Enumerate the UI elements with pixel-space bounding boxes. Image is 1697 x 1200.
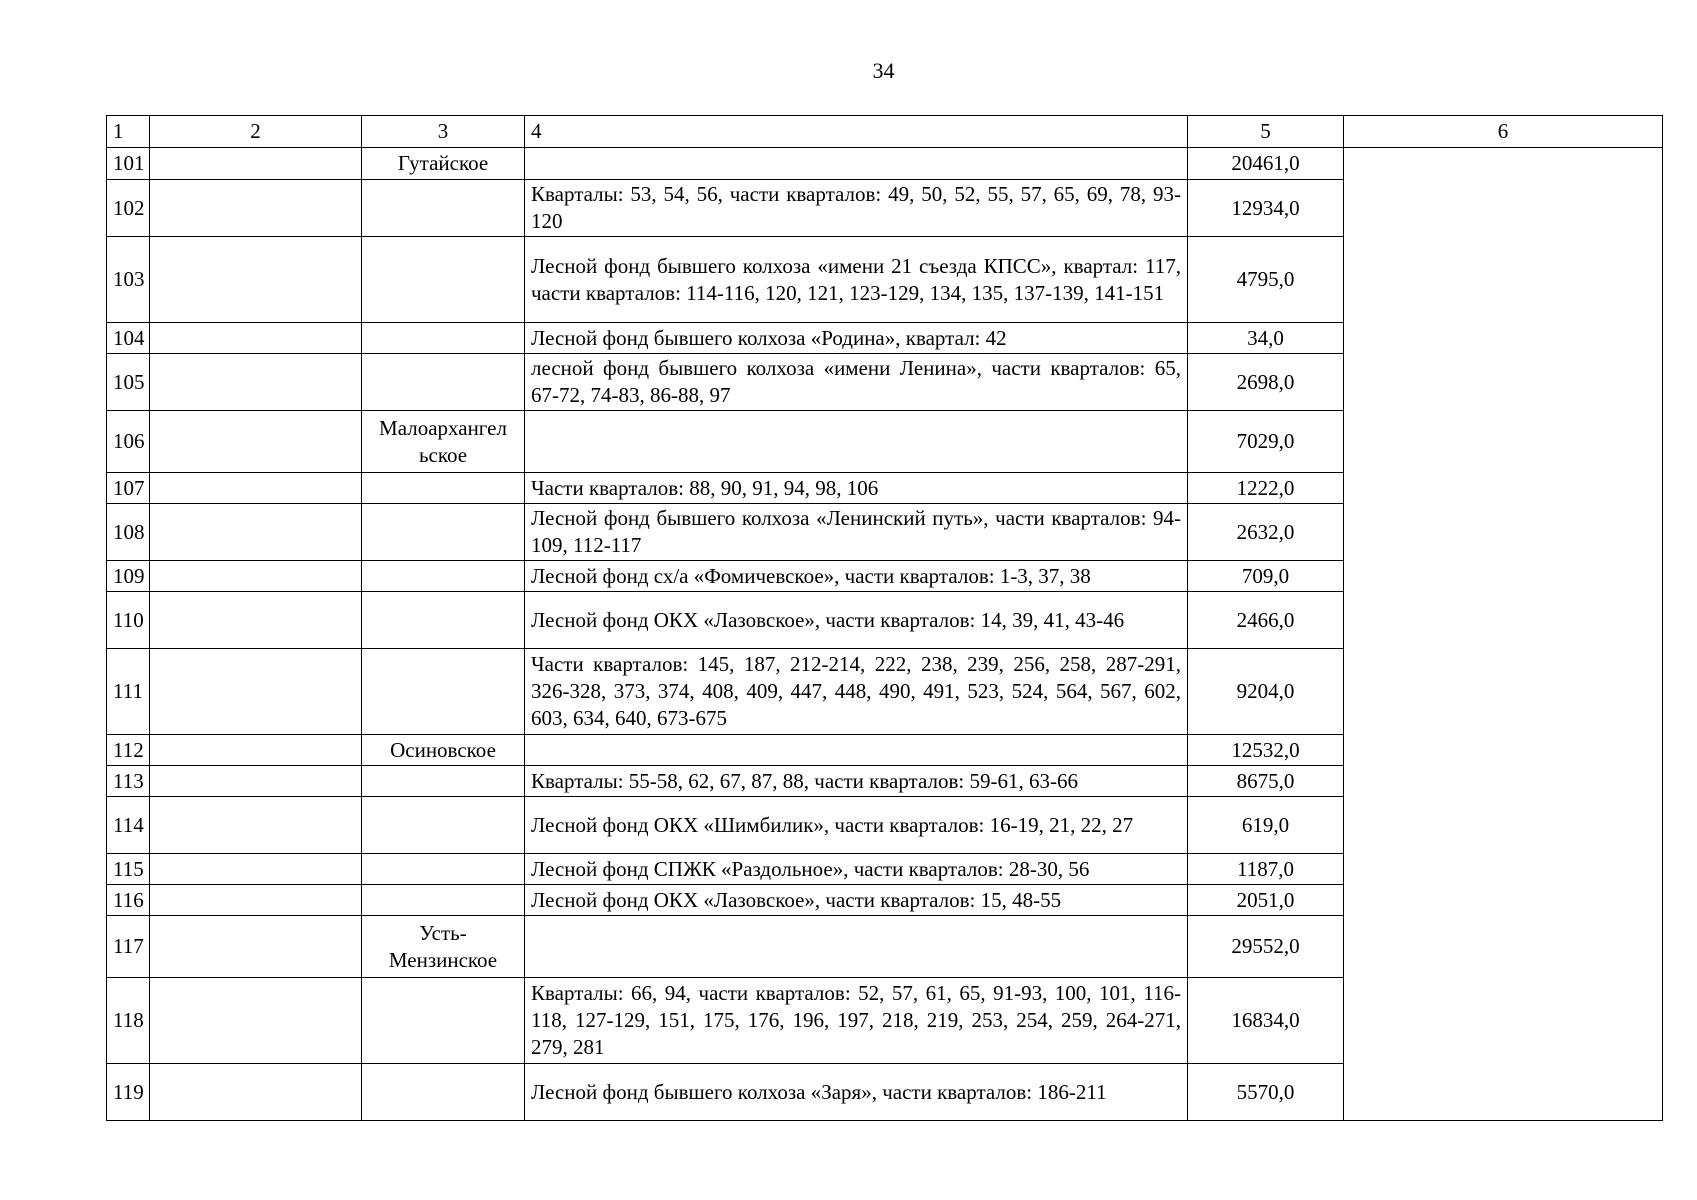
row-district-cell — [362, 561, 525, 592]
row-col2-cell — [150, 148, 362, 180]
row-area-cell: 2051,0 — [1188, 885, 1344, 916]
row-col2-cell — [150, 354, 362, 411]
row-number-cell: 110 — [107, 592, 150, 649]
row-area-cell: 1222,0 — [1188, 473, 1344, 504]
row-description-cell — [525, 916, 1188, 978]
row-description-cell — [525, 148, 1188, 180]
row-district-cell — [362, 978, 525, 1064]
row-description-cell: Лесной фонд бывшего колхоза «Ленинский путь», части кварталов: 94-109, 112-117 — [525, 504, 1188, 561]
row-area-cell: 20461,0 — [1188, 148, 1344, 180]
row-area-cell: 5570,0 — [1188, 1064, 1344, 1121]
row-district-cell — [362, 766, 525, 797]
row-district-cell: Усть-Мензинское — [362, 916, 525, 978]
row-district-cell — [362, 323, 525, 354]
row-col2-cell — [150, 766, 362, 797]
row-description-cell: Лесной фонд ОКХ «Шимбилик», части кварталов: 16-19, 21, 22, 27 — [525, 797, 1188, 854]
row-district-cell — [362, 797, 525, 854]
row-number-cell: 101 — [107, 148, 150, 180]
row-col2-cell — [150, 854, 362, 885]
row-number-cell: 117 — [107, 916, 150, 978]
row-number-cell: 103 — [107, 237, 150, 323]
row-description-cell: Лесной фонд бывшего колхоза «Заря», части кварталов: 186-211 — [525, 1064, 1188, 1121]
row-col2-cell — [150, 1064, 362, 1121]
row-description-cell: Лесной фонд СПЖК «Раздольное», части кварталов: 28-30, 56 — [525, 854, 1188, 885]
row-number-cell: 113 — [107, 766, 150, 797]
row-district-cell: Гутайское — [362, 148, 525, 180]
row-col2-cell — [150, 916, 362, 978]
row-district-cell — [362, 180, 525, 237]
row-number-cell: 112 — [107, 735, 150, 766]
header-cell-3: 3 — [362, 116, 525, 148]
row-area-cell: 7029,0 — [1188, 411, 1344, 473]
row-col2-cell — [150, 797, 362, 854]
row-area-cell: 619,0 — [1188, 797, 1344, 854]
row-description-cell: Лесной фонд бывшего колхоза «имени 21 съезда КПСС», квартал: 117, части кварталов: 114-116, 120, 121, 123-129, 134, 135, 137-139, 141-151 — [525, 237, 1188, 323]
row-number-cell: 108 — [107, 504, 150, 561]
row-district-cell — [362, 885, 525, 916]
row-number-cell: 109 — [107, 561, 150, 592]
row-number-cell: 105 — [107, 354, 150, 411]
row-number-cell: 119 — [107, 1064, 150, 1121]
header-cell-2: 2 — [150, 116, 362, 148]
row-number-cell: 118 — [107, 978, 150, 1064]
header-cell-4: 4 — [525, 116, 1188, 148]
header-cell-1: 1 — [107, 116, 150, 148]
row-area-cell: 12934,0 — [1188, 180, 1344, 237]
row-col2-cell — [150, 237, 362, 323]
row-col2-cell — [150, 504, 362, 561]
page-number: 34 — [872, 58, 895, 83]
row-district-cell — [362, 649, 525, 735]
row-area-cell: 16834,0 — [1188, 978, 1344, 1064]
row-district-cell: Осиновское — [362, 735, 525, 766]
row-area-cell: 1187,0 — [1188, 854, 1344, 885]
table-row — [107, 148, 1663, 180]
row-number-cell: 106 — [107, 411, 150, 473]
row-area-cell: 2632,0 — [1188, 504, 1344, 561]
forest-table — [106, 115, 1663, 1121]
header-cell-6: 6 — [1344, 116, 1663, 148]
row-description-cell: Лесной фонд бывшего колхоза «Родина», квартал: 42 — [525, 323, 1188, 354]
row-description-cell: Лесной фонд сх/а «Фомичевское», части кварталов: 1-3, 37, 38 — [525, 561, 1188, 592]
row-number-cell: 111 — [107, 649, 150, 735]
row-area-cell: 709,0 — [1188, 561, 1344, 592]
row-col2-cell — [150, 180, 362, 237]
row-description-cell: Лесной фонд ОКХ «Лазовское», части кварталов: 14, 39, 41, 43-46 — [525, 592, 1188, 649]
row-district-cell — [362, 592, 525, 649]
row-description-cell — [525, 411, 1188, 473]
row-col2-cell — [150, 411, 362, 473]
row-description-cell: лесной фонд бывшего колхоза «имени Ленина», части кварталов: 65, 67-72, 74-83, 86-88, 97 — [525, 354, 1188, 411]
row-col2-cell — [150, 592, 362, 649]
row-col2-cell — [150, 473, 362, 504]
row-description-cell: Части кварталов: 145, 187, 212-214, 222, 238, 239, 256, 258, 287-291, 326-328, 373, 374, 408, 409, 447, 448, 490, 491, 523, 524, 564, 567, 602, 603, 634, 640, 673-675 — [525, 649, 1188, 735]
row-col2-cell — [150, 649, 362, 735]
row-number-cell: 102 — [107, 180, 150, 237]
row-description-cell: Лесной фонд ОКХ «Лазовское», части кварталов: 15, 48-55 — [525, 885, 1188, 916]
row-col2-cell — [150, 978, 362, 1064]
row-district-cell: Малоархангел ьское — [362, 411, 525, 473]
header-cell-5: 5 — [1188, 116, 1344, 148]
row-number-cell: 114 — [107, 797, 150, 854]
row-area-cell: 2466,0 — [1188, 592, 1344, 649]
row-district-cell — [362, 237, 525, 323]
row-district-cell — [362, 504, 525, 561]
row-number-cell: 104 — [107, 323, 150, 354]
row-number-cell: 116 — [107, 885, 150, 916]
row-district-cell — [362, 1064, 525, 1121]
row-area-cell: 2698,0 — [1188, 354, 1344, 411]
row-area-cell: 9204,0 — [1188, 649, 1344, 735]
row-district-cell — [362, 473, 525, 504]
column-6-merged-cell — [1344, 148, 1663, 1121]
row-area-cell: 29552,0 — [1188, 916, 1344, 978]
row-description-cell: Кварталы: 53, 54, 56, части кварталов: 49, 50, 52, 55, 57, 65, 69, 78, 93-120 — [525, 180, 1188, 237]
row-description-cell: Кварталы: 55-58, 62, 67, 87, 88, части кварталов: 59-61, 63-66 — [525, 766, 1188, 797]
row-number-cell: 115 — [107, 854, 150, 885]
row-district-cell — [362, 354, 525, 411]
row-description-cell: Кварталы: 66, 94, части кварталов: 52, 57, 61, 65, 91-93, 100, 101, 116-118, 127-129, 151, 175, 176, 196, 197, 218, 219, 253, 254, 259, 264-271, 279, 281 — [525, 978, 1188, 1064]
row-area-cell: 4795,0 — [1188, 237, 1344, 323]
row-area-cell: 34,0 — [1188, 323, 1344, 354]
row-description-cell: Части кварталов: 88, 90, 91, 94, 98, 106 — [525, 473, 1188, 504]
row-district-cell — [362, 854, 525, 885]
row-description-cell — [525, 735, 1188, 766]
row-col2-cell — [150, 885, 362, 916]
row-area-cell: 12532,0 — [1188, 735, 1344, 766]
row-col2-cell — [150, 323, 362, 354]
header-row — [107, 116, 1663, 148]
row-col2-cell — [150, 735, 362, 766]
row-area-cell: 8675,0 — [1188, 766, 1344, 797]
row-col2-cell — [150, 561, 362, 592]
row-number-cell: 107 — [107, 473, 150, 504]
